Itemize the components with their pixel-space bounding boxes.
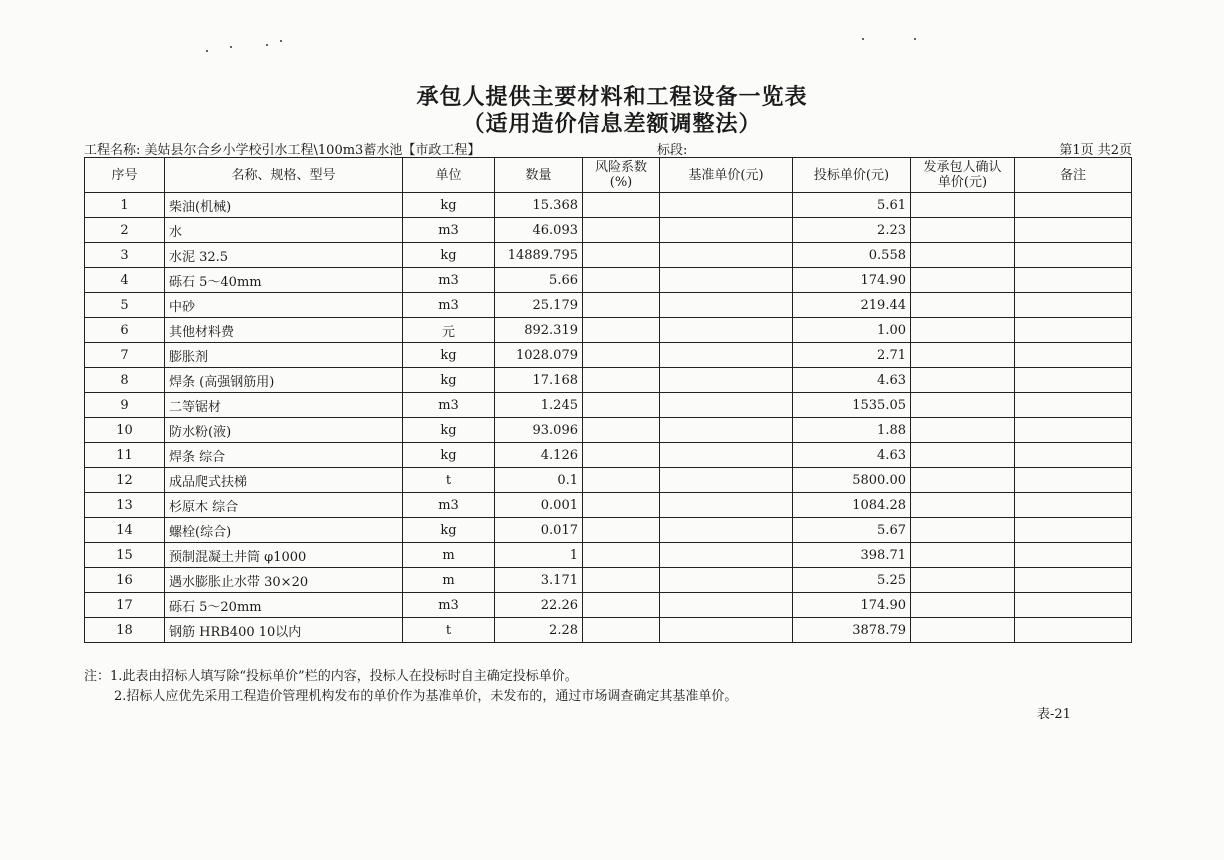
cell-base-price (660, 293, 793, 318)
header-unit: 单位 (403, 158, 495, 193)
cell-confirm-price (911, 293, 1015, 318)
cell-bid-price: 2.71 (793, 343, 911, 368)
cell-remark (1015, 293, 1132, 318)
table-row (85, 418, 1132, 443)
cell-remark (1015, 443, 1132, 468)
cell-confirm-price (911, 193, 1015, 218)
header-confirm-line2: 单价(元) (937, 175, 988, 190)
cell-seq: 10 (85, 418, 165, 443)
table-row (85, 368, 1132, 393)
document-subtitle: （适用造价信息差额调整法） (462, 111, 762, 137)
table-row (85, 493, 1132, 518)
cell-unit: t (403, 618, 495, 643)
cell-confirm-price (911, 393, 1015, 418)
form-number: 表-21 (1037, 707, 1071, 722)
cell-remark (1015, 493, 1132, 518)
cell-unit: m (403, 568, 495, 593)
cell-qty: 46.093 (495, 218, 583, 243)
header-seq: 序号 (85, 158, 165, 193)
cell-risk (583, 393, 660, 418)
cell-unit: m3 (403, 593, 495, 618)
cell-qty: 1 (495, 543, 583, 568)
cell-bid-price: 1.00 (793, 318, 911, 343)
cell-bid-price: 5.61 (793, 193, 911, 218)
cell-base-price (660, 443, 793, 468)
cell-qty: 1.245 (495, 393, 583, 418)
cell-bid-price: 5800.00 (793, 468, 911, 493)
cell-unit: kg (403, 518, 495, 543)
note-2: 2.招标人应优先采用工程造价管理机构发布的单价作为基准单价，未发布的，通过市场调查确定其基准单价。 (114, 689, 738, 704)
cell-name: 其他材料费 (165, 318, 403, 343)
cell-seq: 8 (85, 368, 165, 393)
cell-seq: 18 (85, 618, 165, 643)
cell-qty: 0.017 (495, 518, 583, 543)
cell-base-price (660, 193, 793, 218)
cell-name: 水泥 32.5 (165, 243, 403, 268)
cell-qty: 892.319 (495, 318, 583, 343)
cell-name: 焊条 (高强钢筋用) (165, 368, 403, 393)
cell-risk (583, 618, 660, 643)
header-risk-line2: (%) (609, 175, 633, 190)
project-value: 美姑县尔合乡小学校引水工程\100m3蓄水池【市政工程】 (144, 143, 481, 158)
cell-confirm-price (911, 318, 1015, 343)
cell-bid-price: 5.25 (793, 568, 911, 593)
cell-risk (583, 343, 660, 368)
cell-seq: 6 (85, 318, 165, 343)
cell-remark (1015, 593, 1132, 618)
cell-qty: 2.28 (495, 618, 583, 643)
cell-risk (583, 293, 660, 318)
cell-seq: 16 (85, 568, 165, 593)
scan-speck (230, 46, 232, 48)
cell-base-price (660, 468, 793, 493)
cell-confirm-price (911, 443, 1015, 468)
cell-unit: kg (403, 418, 495, 443)
cell-qty: 25.179 (495, 293, 583, 318)
cell-bid-price: 1084.28 (793, 493, 911, 518)
cell-base-price (660, 393, 793, 418)
cell-unit: m3 (403, 393, 495, 418)
cell-remark (1015, 193, 1132, 218)
cell-bid-price: 398.71 (793, 543, 911, 568)
notes (84, 667, 737, 707)
cell-name: 焊条 综合 (165, 443, 403, 468)
cell-qty: 0.1 (495, 468, 583, 493)
cell-qty: 1028.079 (495, 343, 583, 368)
cell-remark (1015, 543, 1132, 568)
cell-seq: 11 (85, 443, 165, 468)
cell-risk (583, 568, 660, 593)
cell-base-price (660, 368, 793, 393)
header-qty: 数量 (495, 158, 583, 193)
cell-unit: m3 (403, 218, 495, 243)
cell-base-price (660, 593, 793, 618)
header-name: 名称、规格、型号 (165, 158, 403, 193)
cell-unit: kg (403, 243, 495, 268)
cell-seq: 13 (85, 493, 165, 518)
cell-bid-price: 219.44 (793, 293, 911, 318)
cell-confirm-price (911, 493, 1015, 518)
cell-seq: 2 (85, 218, 165, 243)
scan-speck (206, 50, 208, 52)
cell-risk (583, 268, 660, 293)
cell-bid-price: 3878.79 (793, 618, 911, 643)
table-row (85, 268, 1132, 293)
materials-table (84, 157, 1132, 643)
project-info-line (84, 139, 1132, 158)
table-row (85, 393, 1132, 418)
cell-seq: 15 (85, 543, 165, 568)
cell-unit: m (403, 543, 495, 568)
cell-qty: 17.168 (495, 368, 583, 393)
cell-remark (1015, 343, 1132, 368)
cell-bid-price: 0.558 (793, 243, 911, 268)
cell-confirm-price (911, 268, 1015, 293)
cell-confirm-price (911, 343, 1015, 368)
cell-name: 遇水膨胀止水带 30×20 (165, 568, 403, 593)
cell-unit: kg (403, 443, 495, 468)
table-row (85, 543, 1132, 568)
cell-bid-price: 5.67 (793, 518, 911, 543)
table-row (85, 293, 1132, 318)
cell-seq: 5 (85, 293, 165, 318)
cell-bid-price: 1.88 (793, 418, 911, 443)
table-row (85, 618, 1132, 643)
cell-bid-price: 4.63 (793, 443, 911, 468)
section-label: 标段: (657, 143, 688, 158)
cell-base-price (660, 268, 793, 293)
cell-seq: 17 (85, 593, 165, 618)
cell-risk (583, 368, 660, 393)
table-row (85, 193, 1132, 218)
cell-base-price (660, 243, 793, 268)
header-confirm-price (911, 158, 1015, 193)
cell-base-price (660, 343, 793, 368)
cell-unit: t (403, 468, 495, 493)
cell-confirm-price (911, 243, 1015, 268)
cell-base-price (660, 543, 793, 568)
cell-seq: 1 (85, 193, 165, 218)
scan-speck (266, 44, 268, 46)
header-risk-line1: 风险系数 (594, 160, 647, 175)
table-row (85, 468, 1132, 493)
table-row (85, 318, 1132, 343)
cell-remark (1015, 393, 1132, 418)
cell-bid-price: 4.63 (793, 368, 911, 393)
cell-name: 杉原木 综合 (165, 493, 403, 518)
cell-risk (583, 418, 660, 443)
cell-unit: m3 (403, 293, 495, 318)
cell-name: 预制混凝土井筒 φ1000 (165, 543, 403, 568)
cell-name: 柴油(机械) (165, 193, 403, 218)
cell-name: 膨胀剂 (165, 343, 403, 368)
cell-remark (1015, 518, 1132, 543)
document-title: 承包人提供主要材料和工程设备一览表 (416, 84, 808, 110)
table-header-row (85, 158, 1132, 193)
cell-confirm-price (911, 368, 1015, 393)
cell-confirm-price (911, 518, 1015, 543)
scan-speck (862, 38, 864, 40)
cell-risk (583, 468, 660, 493)
table-row (85, 218, 1132, 243)
header-bid-price: 投标单价(元) (793, 158, 911, 193)
cell-unit: 元 (403, 318, 495, 343)
cell-remark (1015, 218, 1132, 243)
cell-risk (583, 218, 660, 243)
table-body (85, 193, 1132, 643)
cell-unit: kg (403, 343, 495, 368)
cell-seq: 4 (85, 268, 165, 293)
cell-risk (583, 318, 660, 343)
cell-remark (1015, 368, 1132, 393)
cell-seq: 12 (85, 468, 165, 493)
cell-risk (583, 493, 660, 518)
cell-name: 防水粉(液) (165, 418, 403, 443)
cell-bid-price: 174.90 (793, 593, 911, 618)
cell-remark (1015, 243, 1132, 268)
cell-base-price (660, 518, 793, 543)
cell-base-price (660, 568, 793, 593)
cell-base-price (660, 318, 793, 343)
table-row (85, 518, 1132, 543)
cell-remark (1015, 268, 1132, 293)
scan-speck (280, 40, 282, 42)
table-row (85, 343, 1132, 368)
cell-unit: kg (403, 193, 495, 218)
cell-risk (583, 243, 660, 268)
header-remark: 备注 (1015, 158, 1132, 193)
cell-name: 钢筋 HRB400 10以内 (165, 618, 403, 643)
cell-unit: kg (403, 368, 495, 393)
project-name (84, 139, 480, 158)
cell-remark (1015, 318, 1132, 343)
cell-base-price (660, 493, 793, 518)
scan-speck (914, 38, 916, 40)
cell-base-price (660, 418, 793, 443)
table-row (85, 243, 1132, 268)
cell-unit: m3 (403, 268, 495, 293)
cell-qty: 0.001 (495, 493, 583, 518)
cell-risk (583, 518, 660, 543)
cell-name: 中砂 (165, 293, 403, 318)
cell-risk (583, 443, 660, 468)
project-label: 工程名称: (84, 143, 141, 158)
cell-confirm-price (911, 618, 1015, 643)
cell-confirm-price (911, 218, 1015, 243)
cell-unit: m3 (403, 493, 495, 518)
cell-name: 砾石 5～40mm (165, 268, 403, 293)
cell-seq: 3 (85, 243, 165, 268)
cell-risk (583, 593, 660, 618)
cell-qty: 5.66 (495, 268, 583, 293)
cell-confirm-price (911, 593, 1015, 618)
cell-remark (1015, 618, 1132, 643)
cell-bid-price: 174.90 (793, 268, 911, 293)
cell-name: 砾石 5～20mm (165, 593, 403, 618)
cell-risk (583, 193, 660, 218)
cell-name: 成品爬式扶梯 (165, 468, 403, 493)
cell-bid-price: 1535.05 (793, 393, 911, 418)
cell-confirm-price (911, 543, 1015, 568)
cell-qty: 3.171 (495, 568, 583, 593)
cell-remark (1015, 568, 1132, 593)
cell-name: 二等锯材 (165, 393, 403, 418)
cell-base-price (660, 218, 793, 243)
cell-bid-price: 2.23 (793, 218, 911, 243)
table-row (85, 593, 1132, 618)
header-risk (583, 158, 660, 193)
cell-seq: 7 (85, 343, 165, 368)
cell-qty: 4.126 (495, 443, 583, 468)
header-base-price: 基准单价(元) (660, 158, 793, 193)
cell-confirm-price (911, 418, 1015, 443)
cell-qty: 14889.795 (495, 243, 583, 268)
cell-qty: 22.26 (495, 593, 583, 618)
cell-remark (1015, 468, 1132, 493)
cell-base-price (660, 618, 793, 643)
cell-qty: 93.096 (495, 418, 583, 443)
header-confirm-line1: 发承包人确认 (923, 160, 1002, 175)
cell-risk (583, 543, 660, 568)
cell-remark (1015, 418, 1132, 443)
cell-confirm-price (911, 568, 1015, 593)
cell-name: 螺栓(综合) (165, 518, 403, 543)
cell-seq: 9 (85, 393, 165, 418)
cell-confirm-price (911, 468, 1015, 493)
cell-name: 水 (165, 218, 403, 243)
table-row (85, 568, 1132, 593)
cell-seq: 14 (85, 518, 165, 543)
cell-qty: 15.368 (495, 193, 583, 218)
page-info: 第1页 共2页 (1059, 143, 1132, 158)
note-1: 注：1.此表由招标人填写除“投标单价”栏的内容，投标人在投标时自主确定投标单价。 (84, 669, 578, 684)
table-row (85, 443, 1132, 468)
